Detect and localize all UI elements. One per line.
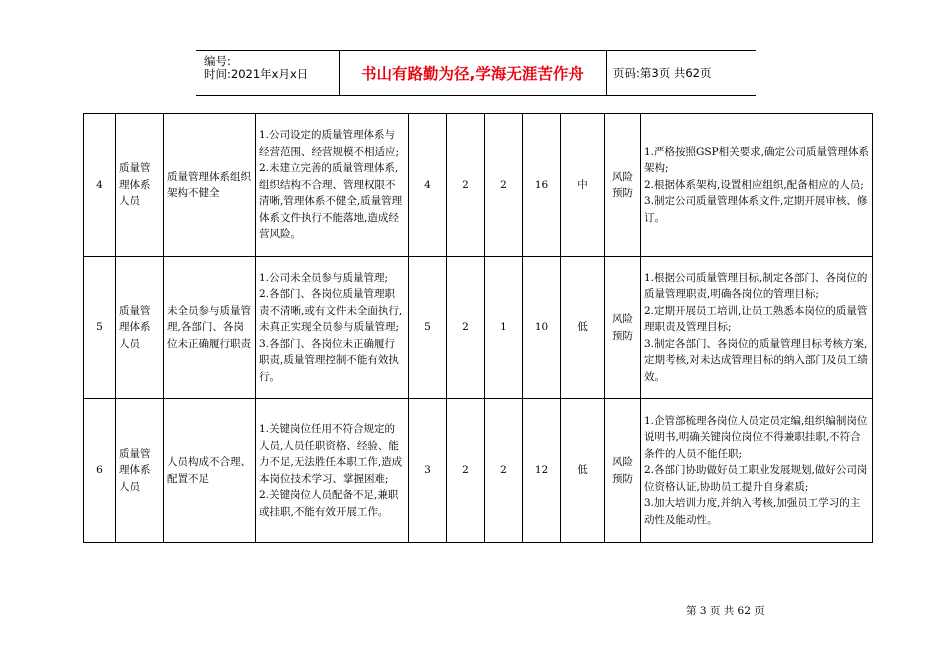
- score-c: 2: [485, 114, 523, 257]
- risk-causes: [256, 114, 409, 257]
- control-measures: [641, 399, 873, 543]
- measure-line: 1.严格按照GSP相关要求,确定公司质量管理体系架构;: [644, 145, 870, 175]
- risk-name: 未全员参与质量管理,各部门、各岗位未正确履行职责: [164, 257, 256, 399]
- cause-line: 2.关键岗位人员配备不足,兼职或挂职,不能有效开展工作。: [259, 489, 399, 518]
- cause-line: 1.公司设定的质量管理体系与经营范围、经营规模不相适应;: [259, 129, 400, 158]
- measure-line: 2.各部门协助做好员工职业发展规划,做好公司岗位资格认证,协助员工提升自身素质;: [644, 464, 868, 493]
- risk-score: 16: [523, 114, 561, 257]
- cause-line: 2.未建立完善的质量管理体系,组织结构不合理、管理权限不清晰,管理体系不健全,质量管理体系文件执行不能落地,造成经营风险。: [259, 162, 403, 241]
- control-measures: [641, 114, 873, 257]
- row-number: 4: [84, 114, 116, 257]
- cause-line: 2.各部门、各岗位质量管理职责不清晰,或有文件未全面执行,未真正实现全员参与质量管理;: [259, 288, 403, 334]
- header-meta: [196, 51, 340, 95]
- score-a: 3: [409, 399, 447, 543]
- control-type: 风险预防: [605, 257, 641, 399]
- row-number: 5: [84, 257, 116, 399]
- risk-category: 质量管理体系人员: [116, 399, 164, 543]
- measure-line: 3.制定各部门、各岗位的质量管理目标考核方案,定期考核,对未达成管理目标的纳入部门及员工绩效。: [644, 337, 868, 383]
- control-type: 风险预防: [605, 114, 641, 257]
- cause-line: 1.关键岗位任用不符合规定的人员,人员任职资格、经验、能力不足,无法胜任本职工作,造成本岗位技术学习、掌握困难;: [259, 423, 403, 485]
- risk-table: [83, 113, 873, 543]
- header-page-number: 页码:第3页 共62页: [613, 66, 712, 80]
- document-time: 时间:2021年x月x日: [204, 67, 309, 81]
- risk-causes: [256, 257, 409, 399]
- risk-name: 人员构成不合理、配置不足: [164, 399, 256, 543]
- control-type: 风险预防: [605, 399, 641, 543]
- measure-line: 2.根据体系架构,设置相应组织,配备相应的人员;: [644, 178, 864, 191]
- measure-line: 3.加大培训力度,并纳入考核,加强员工学习的主动性及能动性。: [644, 497, 861, 526]
- score-b: 2: [447, 257, 485, 399]
- risk-score: 12: [523, 399, 561, 543]
- risk-score: 10: [523, 257, 561, 399]
- table-row: [84, 257, 873, 399]
- cause-line: 1.公司未全员参与质量管理;: [259, 271, 389, 284]
- risk-causes: [256, 399, 409, 543]
- risk-level: 低: [561, 399, 605, 543]
- row-number: 6: [84, 399, 116, 543]
- risk-category: 质量管理体系人员: [116, 114, 164, 257]
- header-motto: 书山有路勤为径,学海无涯苦作舟: [339, 51, 607, 95]
- page-header: [196, 50, 756, 96]
- table-row: [84, 114, 873, 257]
- score-b: 2: [447, 399, 485, 543]
- risk-name: 质量管理体系组织架构不健全: [164, 114, 256, 257]
- risk-level: 中: [561, 114, 605, 257]
- risk-category: 质量管理体系人员: [116, 257, 164, 399]
- document-number-label: 编号:: [204, 54, 231, 68]
- control-measures: [641, 257, 873, 399]
- measure-line: 3.制定公司质量管理体系文件,定期开展审核、修订。: [644, 195, 868, 224]
- table-row: [84, 399, 873, 543]
- score-c: 1: [485, 257, 523, 399]
- measure-line: 2.定期开展员工培训,让员工熟悉本岗位的质量管理职责及管理目标;: [644, 304, 868, 334]
- measure-line: 1.企管部梳理各岗位人员定员定编,组织编制岗位说明书,明确关键岗位岗位不得兼职挂职,不符合条件的人员不能任职;: [644, 414, 868, 460]
- score-a: 5: [409, 257, 447, 399]
- score-a: 4: [409, 114, 447, 257]
- score-b: 2: [447, 114, 485, 257]
- cause-line: 3.各部门、各岗位未正确履行职责,质量管理控制不能有效执行。: [259, 337, 399, 383]
- page-footer: 第 3 页 共 62 页: [686, 605, 765, 617]
- score-c: 2: [485, 399, 523, 543]
- measure-line: 1.根据公司质量管理目标,制定各部门、各岗位的质量管理职责,明确各岗位的管理目标;: [644, 271, 868, 301]
- risk-level: 低: [561, 257, 605, 399]
